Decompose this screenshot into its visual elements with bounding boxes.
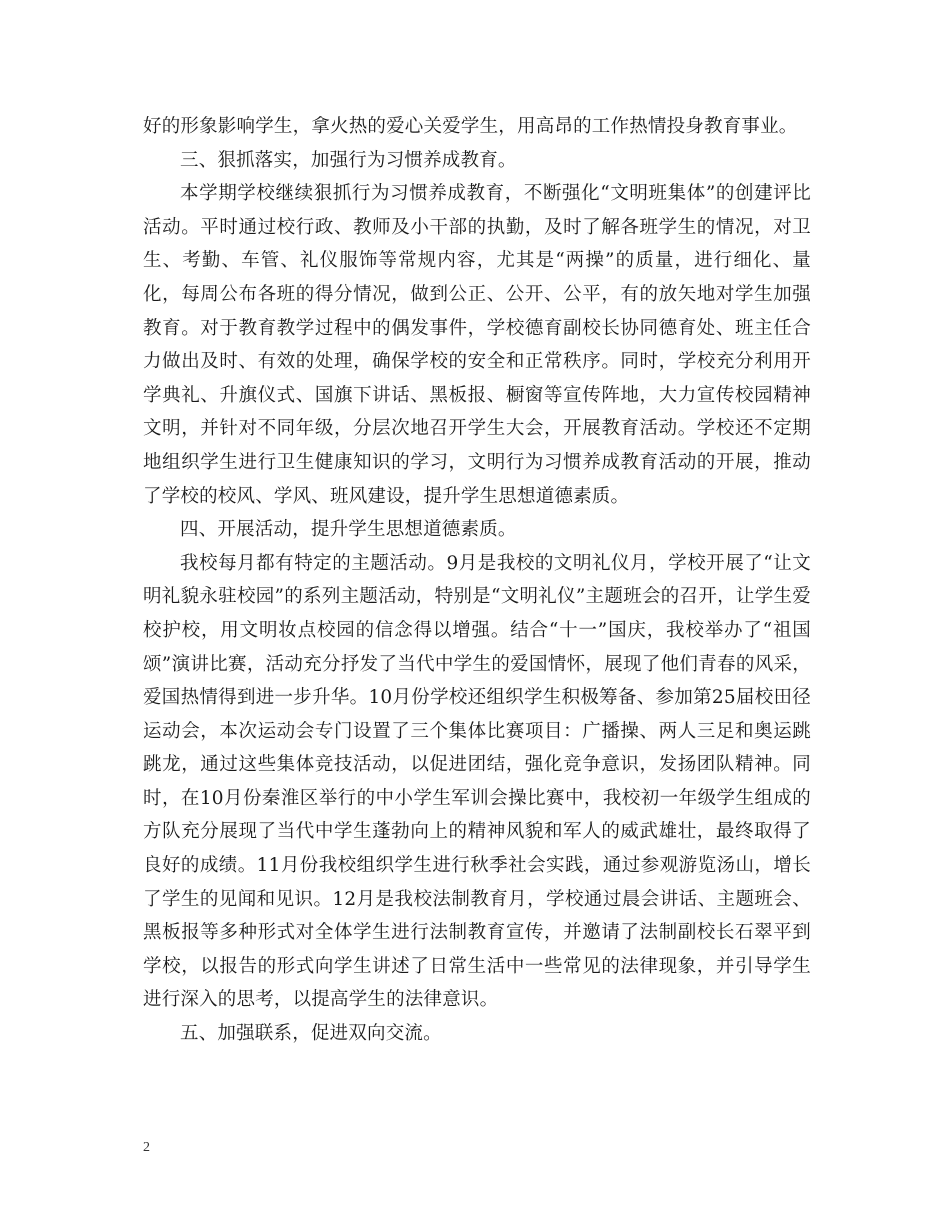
page-number: 2: [143, 1140, 150, 1155]
paragraph-behavior-education: 本学期学校继续狠抓行为习惯养成教育，不断强化“文明班集体”的创建评比活动。平时通过校行政、教师及小干部的执勤，及时了解各班学生的情况，对卫生、考勤、车管、礼仪服饰等常规内容，尤其是“两操”的质量，进行细化、量化，每周公布各班的得分情况，做到公正、公开、公平，有的放矢地对学生加强教育。对于教育教学过程中的偶发事件，学校德育副校长协同德育处、班主任合力做出及时、有效的处理，确保学校的安全和正常秩序。同时，学校充分利用开学典礼、升旗仪式、国旗下讲话、黑板报、橱窗等宣传阵地，大力宣传校园精神文明，并针对不同年级，分层次地召开学生大会，开展教育活动。学校还不定期地组织学生进行卫生健康知识的学习，文明行为习惯养成教育活动的开展，推动了学校的校风、学风、班风建设，提升学生思想道德素质。: [143, 183, 811, 507]
document-body: [143, 110, 811, 1051]
section-heading-3: 三、狠抓落实，加强行为习惯养成教育。: [180, 149, 517, 171]
paragraph-continuation: 好的形象影响学生，拿火热的爱心关爱学生，用高昂的工作热情投身教育事业。: [143, 116, 798, 137]
paragraph-monthly-activities: 我校每月都有特定的主题活动。9月是我校的文明礼仪月，学校开展了“让文明礼貌永驻校园”的系列主题活动，特别是“文明礼仪”主题班会的召开，让学生爱校护校，用文明妆点校园的信念得以增强。结合“十一”国庆，我校举办了“祖国颂”演讲比赛，活动充分抒发了当代中学生的爱国情怀，展现了他们青春的风采，爱国热情得到进一步升华。10月份学校还组织学生积极筹备、参加第25届校田径运动会，本次运动会专门设置了三个集体比赛项目：广播操、两人三足和奥运跳跳龙，通过这些集体竞技活动，以促进团结，强化竞争意识，发扬团队精神。同时，在10月份秦淮区举行的中小学生军训会操比赛中，我校初一年级学生组成的方队充分展现了当代中学生蓬勃向上的精神风貌和军人的威武雄壮，最终取得了良好的成绩。11月份我校组织学生进行秋季社会实践，通过参观游览汤山，增长了学生的见闻和见识。12月是我校法制教育月，学校通过晨会讲话、主题班会、黑板报等多种形式对全体学生进行法制教育宣传，并邀请了法制副校长石翠平到学校，以报告的形式向学生讲述了日常生活中一些常见的法律现象，并引导学生进行深入的思考，以提高学生的法律意识。: [143, 552, 811, 1011]
section-heading-4: 四、开展活动，提升学生思想道德素质。: [180, 519, 517, 541]
section-heading-5: 五、加强联系，促进双向交流。: [180, 1023, 442, 1045]
